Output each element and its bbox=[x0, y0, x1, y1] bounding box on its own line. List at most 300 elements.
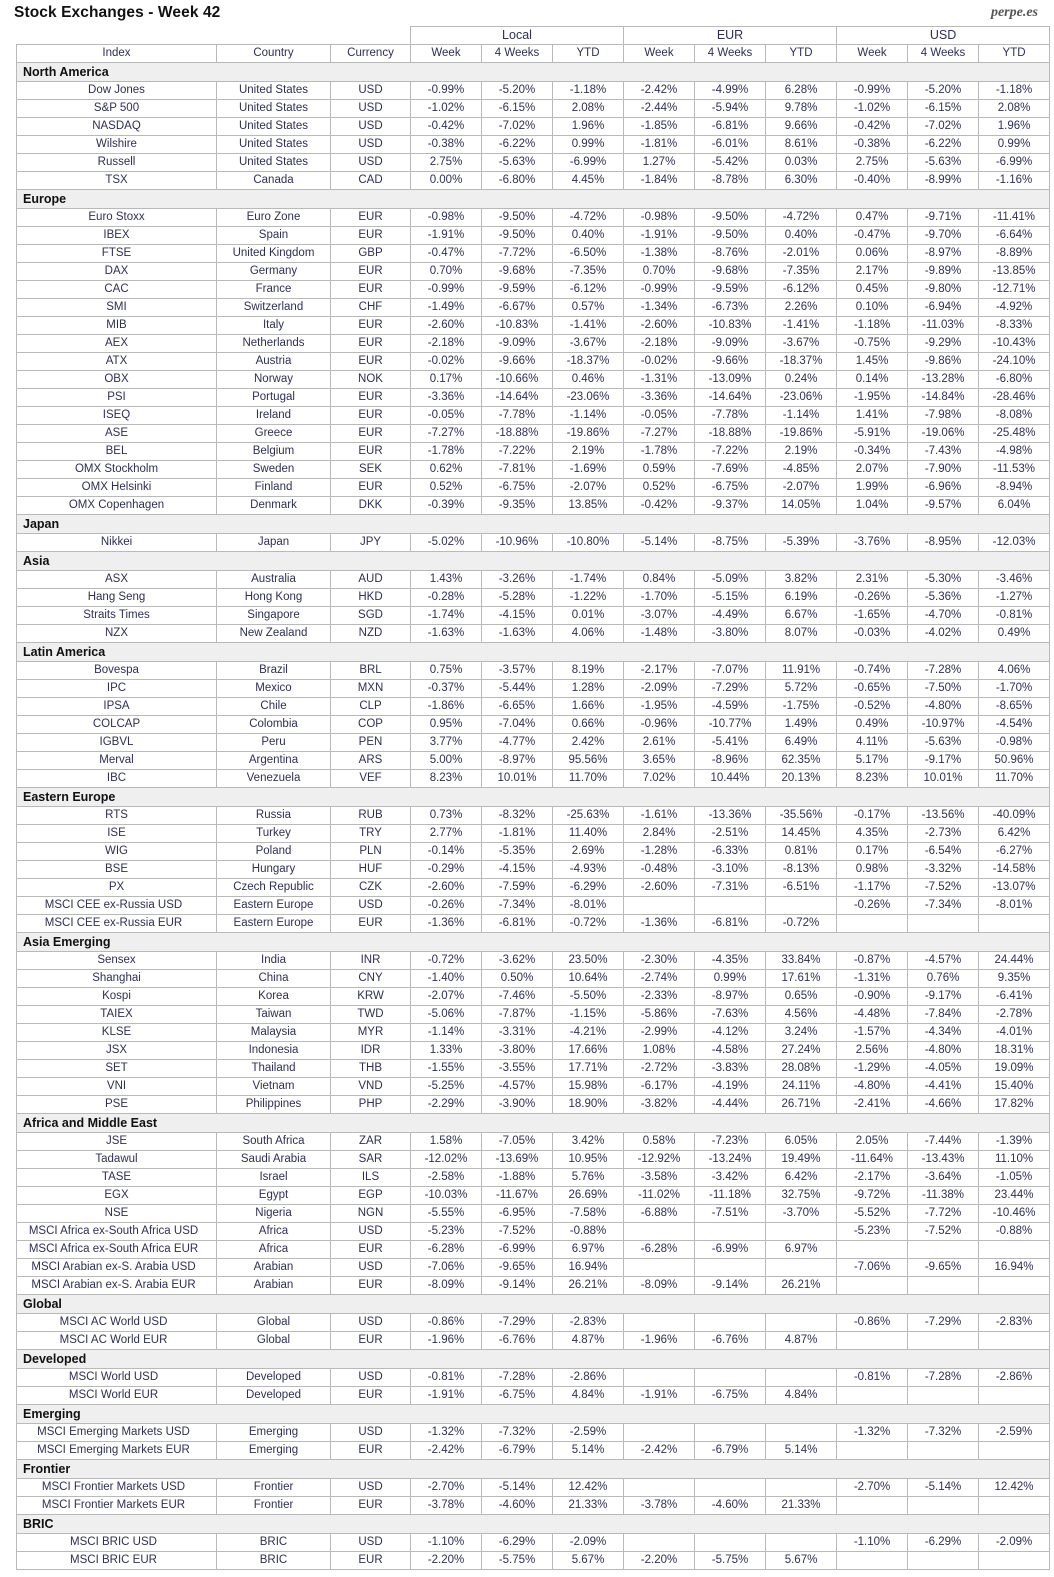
cell-eur-ytd: -18.37% bbox=[766, 353, 837, 371]
cell-local-ytd: 23.50% bbox=[553, 952, 624, 970]
cell-index: Merval bbox=[17, 752, 217, 770]
cell-local-week: -0.99% bbox=[411, 281, 482, 299]
cell-usd-week: -0.52% bbox=[837, 698, 908, 716]
cell-usd-week: -0.74% bbox=[837, 662, 908, 680]
cell-local-week: 0.73% bbox=[411, 807, 482, 825]
cell-local-4weeks: -6.67% bbox=[482, 299, 553, 317]
cell-index: TAIEX bbox=[17, 1006, 217, 1024]
cell-eur-4weeks: -6.99% bbox=[695, 1241, 766, 1259]
cell-usd-week: -0.86% bbox=[837, 1314, 908, 1332]
cell-eur-4weeks: -5.42% bbox=[695, 154, 766, 172]
cell-usd-week: -5.52% bbox=[837, 1205, 908, 1223]
cell-local-4weeks: -14.64% bbox=[482, 389, 553, 407]
cell-country: Australia bbox=[217, 571, 331, 589]
cell-eur-4weeks: -9.50% bbox=[695, 227, 766, 245]
cell-eur-week bbox=[624, 1223, 695, 1241]
table-row bbox=[17, 915, 1050, 933]
cell-usd-4weeks: -3.32% bbox=[908, 861, 979, 879]
cell-usd-ytd: -6.99% bbox=[979, 154, 1050, 172]
cell-local-ytd: -6.29% bbox=[553, 879, 624, 897]
group-header-row bbox=[17, 27, 1050, 45]
cell-local-week: -2.60% bbox=[411, 317, 482, 335]
cell-usd-4weeks: -7.72% bbox=[908, 1205, 979, 1223]
cell-local-week: 3.77% bbox=[411, 734, 482, 752]
cell-usd-week: 1.41% bbox=[837, 407, 908, 425]
cell-index: MSCI World USD bbox=[17, 1369, 217, 1387]
cell-local-week: -0.42% bbox=[411, 118, 482, 136]
cell-index: MSCI World EUR bbox=[17, 1387, 217, 1405]
cell-currency: EUR bbox=[331, 1241, 411, 1259]
cell-usd-4weeks: -6.29% bbox=[908, 1534, 979, 1552]
table-row bbox=[17, 988, 1050, 1006]
cell-usd-ytd: -8.94% bbox=[979, 479, 1050, 497]
cell-usd-ytd: -1.70% bbox=[979, 680, 1050, 698]
cell-eur-4weeks: -6.76% bbox=[695, 1332, 766, 1350]
cell-local-week: 2.77% bbox=[411, 825, 482, 843]
cell-local-4weeks: -1.81% bbox=[482, 825, 553, 843]
cell-eur-week: -1.38% bbox=[624, 245, 695, 263]
cell-country: Portugal bbox=[217, 389, 331, 407]
col-header-local-ytd: YTD bbox=[553, 45, 624, 63]
cell-local-week: -0.28% bbox=[411, 589, 482, 607]
cell-currency: EUR bbox=[331, 1332, 411, 1350]
cell-local-4weeks: -3.80% bbox=[482, 1042, 553, 1060]
table-row bbox=[17, 970, 1050, 988]
cell-usd-week: 8.23% bbox=[837, 770, 908, 788]
cell-local-4weeks: -5.63% bbox=[482, 154, 553, 172]
cell-usd-4weeks: -4.34% bbox=[908, 1024, 979, 1042]
cell-local-4weeks: -7.29% bbox=[482, 1314, 553, 1332]
table-row bbox=[17, 843, 1050, 861]
cell-local-week: -5.02% bbox=[411, 534, 482, 552]
cell-local-week: -0.14% bbox=[411, 843, 482, 861]
cell-index: COLCAP bbox=[17, 716, 217, 734]
cell-usd-4weeks: -13.56% bbox=[908, 807, 979, 825]
table-row bbox=[17, 1133, 1050, 1151]
cell-local-week: 0.75% bbox=[411, 662, 482, 680]
cell-local-ytd: -10.80% bbox=[553, 534, 624, 552]
cell-local-week: -5.06% bbox=[411, 1006, 482, 1024]
cell-eur-week: 0.84% bbox=[624, 571, 695, 589]
cell-index: OBX bbox=[17, 371, 217, 389]
cell-index: NSE bbox=[17, 1205, 217, 1223]
cell-currency: CAD bbox=[331, 172, 411, 190]
cell-country: Hungary bbox=[217, 861, 331, 879]
cell-index: OMX Stockholm bbox=[17, 461, 217, 479]
cell-eur-4weeks: -13.24% bbox=[695, 1151, 766, 1169]
cell-country: Arabian bbox=[217, 1277, 331, 1295]
cell-usd-4weeks: -9.17% bbox=[908, 752, 979, 770]
cell-index: EGX bbox=[17, 1187, 217, 1205]
cell-local-week: -1.96% bbox=[411, 1332, 482, 1350]
cell-local-week: 8.23% bbox=[411, 770, 482, 788]
cell-usd-ytd: -4.54% bbox=[979, 716, 1050, 734]
cell-local-ytd: 3.42% bbox=[553, 1133, 624, 1151]
cell-index: PSE bbox=[17, 1096, 217, 1114]
table-row bbox=[17, 136, 1050, 154]
cell-eur-week: -2.72% bbox=[624, 1060, 695, 1078]
table-row bbox=[17, 952, 1050, 970]
cell-usd-4weeks: -4.70% bbox=[908, 607, 979, 625]
cell-currency: VEF bbox=[331, 770, 411, 788]
cell-local-4weeks: -6.95% bbox=[482, 1205, 553, 1223]
cell-country: Spain bbox=[217, 227, 331, 245]
cell-eur-4weeks: -7.23% bbox=[695, 1133, 766, 1151]
cell-index: DAX bbox=[17, 263, 217, 281]
cell-usd-week: 2.56% bbox=[837, 1042, 908, 1060]
cell-local-4weeks: -5.28% bbox=[482, 589, 553, 607]
cell-eur-week: -2.99% bbox=[624, 1024, 695, 1042]
cell-usd-ytd: -12.71% bbox=[979, 281, 1050, 299]
cell-eur-4weeks bbox=[695, 1369, 766, 1387]
cell-currency: TRY bbox=[331, 825, 411, 843]
cell-country: Philippines bbox=[217, 1096, 331, 1114]
cell-eur-ytd bbox=[766, 1314, 837, 1332]
cell-index: Sensex bbox=[17, 952, 217, 970]
cell-eur-4weeks: -8.75% bbox=[695, 534, 766, 552]
cell-usd-ytd: -1.05% bbox=[979, 1169, 1050, 1187]
cell-eur-ytd bbox=[766, 1223, 837, 1241]
cell-eur-4weeks: -7.63% bbox=[695, 1006, 766, 1024]
table-row bbox=[17, 1151, 1050, 1169]
cell-local-ytd: 95.56% bbox=[553, 752, 624, 770]
cell-usd-4weeks: -5.30% bbox=[908, 571, 979, 589]
cell-usd-4weeks: -7.34% bbox=[908, 897, 979, 915]
cell-index: TASE bbox=[17, 1169, 217, 1187]
region-header-row bbox=[17, 552, 1050, 571]
cell-local-ytd: 2.69% bbox=[553, 843, 624, 861]
cell-eur-4weeks: -4.60% bbox=[695, 1497, 766, 1515]
table-row bbox=[17, 299, 1050, 317]
cell-local-ytd: -2.86% bbox=[553, 1369, 624, 1387]
cell-currency: CLP bbox=[331, 698, 411, 716]
cell-usd-4weeks: -6.22% bbox=[908, 136, 979, 154]
cell-currency: EUR bbox=[331, 407, 411, 425]
cell-index: MSCI Frontier Markets EUR bbox=[17, 1497, 217, 1515]
cell-eur-4weeks: 0.99% bbox=[695, 970, 766, 988]
cell-country: Greece bbox=[217, 425, 331, 443]
cell-index: CAC bbox=[17, 281, 217, 299]
cell-local-4weeks: -6.81% bbox=[482, 915, 553, 933]
table-row bbox=[17, 407, 1050, 425]
cell-eur-4weeks: -6.01% bbox=[695, 136, 766, 154]
cell-usd-4weeks: -9.70% bbox=[908, 227, 979, 245]
table-row bbox=[17, 245, 1050, 263]
cell-index: MSCI BRIC USD bbox=[17, 1534, 217, 1552]
cell-eur-week: -0.96% bbox=[624, 716, 695, 734]
col-header-usd-4weeks: 4 Weeks bbox=[908, 45, 979, 63]
table-row bbox=[17, 82, 1050, 100]
cell-country: Ireland bbox=[217, 407, 331, 425]
cell-index: ATX bbox=[17, 353, 217, 371]
cell-eur-week: -1.31% bbox=[624, 371, 695, 389]
cell-eur-4weeks: -9.66% bbox=[695, 353, 766, 371]
cell-local-ytd: -1.22% bbox=[553, 589, 624, 607]
cell-local-4weeks: -18.88% bbox=[482, 425, 553, 443]
cell-usd-week: 1.45% bbox=[837, 353, 908, 371]
cell-local-4weeks: -6.22% bbox=[482, 136, 553, 154]
cell-eur-ytd: -4.85% bbox=[766, 461, 837, 479]
region-header-row bbox=[17, 63, 1050, 82]
cell-usd-ytd: -1.16% bbox=[979, 172, 1050, 190]
cell-currency: USD bbox=[331, 1259, 411, 1277]
cell-usd-week: -0.75% bbox=[837, 335, 908, 353]
cell-eur-week: -1.36% bbox=[624, 915, 695, 933]
cell-local-4weeks: -4.15% bbox=[482, 861, 553, 879]
region-header-row bbox=[17, 1114, 1050, 1133]
cell-country: Euro Zone bbox=[217, 209, 331, 227]
cell-currency: NGN bbox=[331, 1205, 411, 1223]
cell-index: MSCI CEE ex-Russia USD bbox=[17, 897, 217, 915]
cell-local-ytd: 4.87% bbox=[553, 1332, 624, 1350]
cell-index: Dow Jones bbox=[17, 82, 217, 100]
cell-index: SET bbox=[17, 1060, 217, 1078]
cell-usd-week: -1.29% bbox=[837, 1060, 908, 1078]
cell-local-4weeks: -3.31% bbox=[482, 1024, 553, 1042]
cell-index: IBEX bbox=[17, 227, 217, 245]
cell-local-ytd: 4.06% bbox=[553, 625, 624, 643]
cell-index: MIB bbox=[17, 317, 217, 335]
cell-eur-ytd: 6.28% bbox=[766, 82, 837, 100]
cell-usd-week: -1.95% bbox=[837, 389, 908, 407]
cell-index: Shanghai bbox=[17, 970, 217, 988]
cell-country: Developed bbox=[217, 1387, 331, 1405]
table-row bbox=[17, 227, 1050, 245]
cell-usd-week: -0.40% bbox=[837, 172, 908, 190]
cell-eur-4weeks: -6.73% bbox=[695, 299, 766, 317]
cell-local-ytd: 0.99% bbox=[553, 136, 624, 154]
cell-index: Straits Times bbox=[17, 607, 217, 625]
cell-local-week: -7.27% bbox=[411, 425, 482, 443]
cell-usd-week: -7.06% bbox=[837, 1259, 908, 1277]
cell-currency: EGP bbox=[331, 1187, 411, 1205]
cell-usd-week: 2.05% bbox=[837, 1133, 908, 1151]
table-body bbox=[17, 63, 1050, 1570]
cell-usd-4weeks: -9.71% bbox=[908, 209, 979, 227]
cell-local-4weeks: -5.75% bbox=[482, 1552, 553, 1570]
cell-currency: NOK bbox=[331, 371, 411, 389]
cell-local-4weeks: 10.01% bbox=[482, 770, 553, 788]
cell-usd-week: -1.02% bbox=[837, 100, 908, 118]
cell-usd-week: -0.42% bbox=[837, 118, 908, 136]
cell-local-week: -6.28% bbox=[411, 1241, 482, 1259]
cell-usd-week: 2.31% bbox=[837, 571, 908, 589]
cell-local-ytd: 18.90% bbox=[553, 1096, 624, 1114]
cell-eur-ytd: 3.82% bbox=[766, 571, 837, 589]
table-row bbox=[17, 1060, 1050, 1078]
cell-currency: JPY bbox=[331, 534, 411, 552]
cell-index: TSX bbox=[17, 172, 217, 190]
table-row bbox=[17, 371, 1050, 389]
cell-eur-4weeks: -10.77% bbox=[695, 716, 766, 734]
cell-eur-4weeks: -6.81% bbox=[695, 118, 766, 136]
cell-eur-week bbox=[624, 1259, 695, 1277]
cell-eur-ytd: 62.35% bbox=[766, 752, 837, 770]
cell-local-ytd: -6.50% bbox=[553, 245, 624, 263]
cell-eur-4weeks: -7.31% bbox=[695, 879, 766, 897]
cell-eur-ytd: 0.65% bbox=[766, 988, 837, 1006]
cell-local-ytd: -0.88% bbox=[553, 1223, 624, 1241]
cell-usd-ytd: 9.35% bbox=[979, 970, 1050, 988]
cell-currency: SAR bbox=[331, 1151, 411, 1169]
cell-eur-week: -12.92% bbox=[624, 1151, 695, 1169]
cell-usd-ytd: -8.33% bbox=[979, 317, 1050, 335]
cell-usd-ytd: -28.46% bbox=[979, 389, 1050, 407]
cell-country: Chile bbox=[217, 698, 331, 716]
region-header-row bbox=[17, 643, 1050, 662]
cell-country: Indonesia bbox=[217, 1042, 331, 1060]
cell-eur-ytd: 8.61% bbox=[766, 136, 837, 154]
cell-eur-4weeks: -7.69% bbox=[695, 461, 766, 479]
cell-currency: IDR bbox=[331, 1042, 411, 1060]
cell-eur-ytd: 17.61% bbox=[766, 970, 837, 988]
cell-usd-week: -1.57% bbox=[837, 1024, 908, 1042]
table-row bbox=[17, 1387, 1050, 1405]
cell-local-4weeks: 0.50% bbox=[482, 970, 553, 988]
cell-index: WIG bbox=[17, 843, 217, 861]
cell-eur-ytd: -3.70% bbox=[766, 1205, 837, 1223]
cell-country: Turkey bbox=[217, 825, 331, 843]
cell-country: Frontier bbox=[217, 1479, 331, 1497]
cell-eur-4weeks: -2.51% bbox=[695, 825, 766, 843]
cell-usd-4weeks bbox=[908, 1442, 979, 1460]
table-row bbox=[17, 497, 1050, 515]
cell-local-week: -0.26% bbox=[411, 897, 482, 915]
cell-eur-ytd: -0.72% bbox=[766, 915, 837, 933]
cell-index: MSCI Africa ex-South Africa EUR bbox=[17, 1241, 217, 1259]
cell-usd-week: 1.04% bbox=[837, 497, 908, 515]
cell-eur-week: 3.65% bbox=[624, 752, 695, 770]
cell-eur-week: -1.91% bbox=[624, 1387, 695, 1405]
cell-usd-week: -1.32% bbox=[837, 1424, 908, 1442]
cell-usd-ytd bbox=[979, 1241, 1050, 1259]
cell-country: United States bbox=[217, 154, 331, 172]
cell-eur-week: -0.99% bbox=[624, 281, 695, 299]
cell-usd-ytd bbox=[979, 1332, 1050, 1350]
cell-eur-week: 7.02% bbox=[624, 770, 695, 788]
cell-index: Hang Seng bbox=[17, 589, 217, 607]
cell-country: Peru bbox=[217, 734, 331, 752]
cell-eur-4weeks: -7.78% bbox=[695, 407, 766, 425]
cell-local-4weeks: -7.05% bbox=[482, 1133, 553, 1151]
cell-currency: ILS bbox=[331, 1169, 411, 1187]
cell-usd-week: -1.31% bbox=[837, 970, 908, 988]
cell-local-week: -2.20% bbox=[411, 1552, 482, 1570]
cell-eur-4weeks: -4.49% bbox=[695, 607, 766, 625]
cell-eur-ytd: -2.01% bbox=[766, 245, 837, 263]
cell-usd-ytd: -24.10% bbox=[979, 353, 1050, 371]
cell-currency: USD bbox=[331, 1534, 411, 1552]
cell-usd-ytd: 18.31% bbox=[979, 1042, 1050, 1060]
cell-usd-week: 0.45% bbox=[837, 281, 908, 299]
cell-eur-week bbox=[624, 1479, 695, 1497]
table-row bbox=[17, 335, 1050, 353]
cell-local-4weeks: -5.44% bbox=[482, 680, 553, 698]
cell-local-week: -0.86% bbox=[411, 1314, 482, 1332]
cell-usd-ytd: -1.39% bbox=[979, 1133, 1050, 1151]
cell-usd-4weeks: -4.80% bbox=[908, 698, 979, 716]
cell-local-4weeks: -6.75% bbox=[482, 479, 553, 497]
cell-eur-ytd: -5.39% bbox=[766, 534, 837, 552]
cell-country: Global bbox=[217, 1332, 331, 1350]
cell-usd-week: -0.26% bbox=[837, 589, 908, 607]
cell-usd-4weeks: -9.80% bbox=[908, 281, 979, 299]
cell-usd-ytd: -3.46% bbox=[979, 571, 1050, 589]
cell-eur-week: -0.42% bbox=[624, 497, 695, 515]
cell-currency: EUR bbox=[331, 335, 411, 353]
cell-country: Nigeria bbox=[217, 1205, 331, 1223]
cell-usd-4weeks bbox=[908, 915, 979, 933]
cell-eur-ytd: -35.56% bbox=[766, 807, 837, 825]
cell-eur-ytd bbox=[766, 1534, 837, 1552]
cell-eur-4weeks: -8.78% bbox=[695, 172, 766, 190]
cell-eur-4weeks bbox=[695, 1259, 766, 1277]
cell-local-week: -0.39% bbox=[411, 497, 482, 515]
cell-country: Venezuela bbox=[217, 770, 331, 788]
cell-country: China bbox=[217, 970, 331, 988]
cell-usd-week bbox=[837, 915, 908, 933]
cell-usd-4weeks: -4.57% bbox=[908, 952, 979, 970]
table-row bbox=[17, 825, 1050, 843]
cell-eur-week: 0.59% bbox=[624, 461, 695, 479]
cell-usd-4weeks: -9.89% bbox=[908, 263, 979, 281]
table-row bbox=[17, 861, 1050, 879]
cell-eur-ytd: 0.40% bbox=[766, 227, 837, 245]
cell-index: RTS bbox=[17, 807, 217, 825]
cell-currency: EUR bbox=[331, 443, 411, 461]
cell-currency: EUR bbox=[331, 1387, 411, 1405]
cell-eur-week: -2.74% bbox=[624, 970, 695, 988]
cell-local-ytd: -2.09% bbox=[553, 1534, 624, 1552]
cell-eur-ytd: 2.26% bbox=[766, 299, 837, 317]
cell-eur-ytd: -1.75% bbox=[766, 698, 837, 716]
cell-eur-week: -3.58% bbox=[624, 1169, 695, 1187]
cell-usd-ytd bbox=[979, 1497, 1050, 1515]
cell-country: Belgium bbox=[217, 443, 331, 461]
cell-local-ytd: -1.41% bbox=[553, 317, 624, 335]
cell-local-4weeks: -9.59% bbox=[482, 281, 553, 299]
cell-eur-ytd: 3.24% bbox=[766, 1024, 837, 1042]
cell-usd-4weeks: -13.43% bbox=[908, 1151, 979, 1169]
cell-usd-week: -5.23% bbox=[837, 1223, 908, 1241]
cell-currency: EUR bbox=[331, 317, 411, 335]
cell-local-week: 0.00% bbox=[411, 172, 482, 190]
cell-eur-ytd: 24.11% bbox=[766, 1078, 837, 1096]
cell-usd-4weeks: -7.84% bbox=[908, 1006, 979, 1024]
cell-eur-4weeks bbox=[695, 1424, 766, 1442]
cell-local-4weeks: -10.96% bbox=[482, 534, 553, 552]
cell-usd-ytd: 6.04% bbox=[979, 497, 1050, 515]
cell-country: Africa bbox=[217, 1223, 331, 1241]
cell-currency: HUF bbox=[331, 861, 411, 879]
cell-country: Israel bbox=[217, 1169, 331, 1187]
cell-local-ytd: 0.57% bbox=[553, 299, 624, 317]
cell-usd-4weeks: -9.17% bbox=[908, 988, 979, 1006]
cell-usd-4weeks bbox=[908, 1552, 979, 1570]
cell-usd-ytd: 50.96% bbox=[979, 752, 1050, 770]
cell-local-week: -12.02% bbox=[411, 1151, 482, 1169]
cell-usd-ytd: 16.94% bbox=[979, 1259, 1050, 1277]
cell-eur-ytd: 32.75% bbox=[766, 1187, 837, 1205]
cell-usd-ytd: 17.82% bbox=[979, 1096, 1050, 1114]
cell-usd-week bbox=[837, 1497, 908, 1515]
cell-local-4weeks: -6.65% bbox=[482, 698, 553, 716]
cell-usd-ytd: -8.08% bbox=[979, 407, 1050, 425]
cell-local-4weeks: -9.50% bbox=[482, 227, 553, 245]
cell-country: Singapore bbox=[217, 607, 331, 625]
cell-eur-week: -2.33% bbox=[624, 988, 695, 1006]
cell-usd-4weeks: -4.05% bbox=[908, 1060, 979, 1078]
